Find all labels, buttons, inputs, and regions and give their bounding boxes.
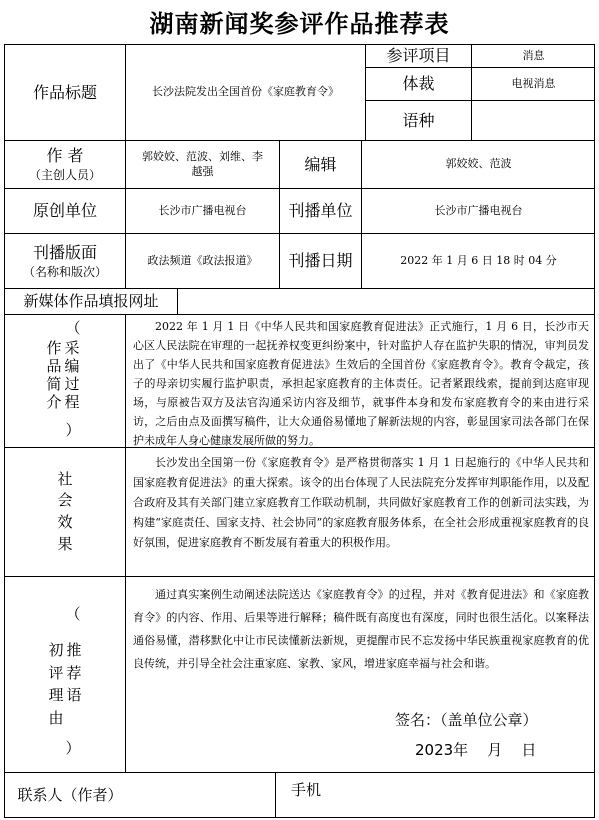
phone-label: 手机 [291, 781, 322, 799]
table-rule [275, 772, 276, 818]
process-label-col1: 作品简介 [46, 339, 62, 411]
publish-section-value: 政法频道《政法报道》 [147, 253, 258, 267]
process-label [5, 315, 125, 447]
author-sublabel: （主创人员） [28, 168, 101, 182]
effect-text: 长沙发出全国第一份《家庭教育令》是严格贯彻落实 1 月 1 日起施行的《中华人民共和国家庭教育促进法》的重大探索。该令的出台体现了人民法院充分发挥审判职能作用，以及配合政府及其有关部门建立家庭教育工作联动机制，共同做好家庭教育工作的创新司法实践，为构建“家庭责任、国家支持、社会协同”的家庭教育服务体系，在全社会形成重视家庭教育的良好氛围，促进家庭教育不断发展有着重大的积极作用。 [133, 456, 589, 549]
new-media-url-value [178, 289, 595, 314]
new-media-url-label: 新媒体作品填报网址 [23, 292, 159, 311]
publish-section-label-cell [5, 234, 125, 288]
origin-unit-label: 原创单位 [32, 201, 97, 220]
paren-open: （ [65, 319, 81, 337]
language-value [472, 101, 595, 140]
review-label-col1: 初评理由 [48, 641, 64, 727]
paren-close: ） [65, 739, 81, 757]
form-title: 湖南新闻奖参评作品推荐表 [149, 9, 450, 38]
language-label: 语种 [402, 110, 435, 130]
editor-value: 郭姣姣、范波 [445, 157, 512, 171]
author-names: 郭姣姣、范波、刘维、李越强 [142, 149, 263, 178]
sign-date: 2023年 月 日 [415, 741, 537, 759]
publish-date-label: 刊播日期 [288, 251, 353, 270]
contact-label: 联系人（作者） [17, 786, 123, 805]
author-label-cell [5, 141, 125, 188]
work-title-value: 长沙法院发出全国首份《家庭教育令》 [152, 85, 339, 99]
author-label: 作 者 [46, 146, 84, 165]
recommendation-table [4, 44, 595, 818]
paren-open: （ [65, 605, 81, 623]
publish-unit-label: 刊播单位 [288, 201, 353, 220]
review-label [5, 577, 125, 772]
table-rule [125, 314, 126, 772]
entry-item-label: 参评项目 [386, 46, 451, 65]
publish-section-label: 刊播版面 [32, 242, 97, 262]
publish-unit-value: 长沙市广播电视台 [434, 203, 523, 217]
entry-item-value: 消息 [522, 48, 545, 62]
contact-value [135, 773, 275, 818]
origin-unit-value: 长沙市广播电视台 [158, 203, 247, 217]
review-text: 通过真实案例生动阐述法院送达《家庭教育令》的过程，并对《教育促进法》和《家庭教育令》的内容、作用、后果等进行解释；稿件既有高度也有深度，同时也很生活化。以案释法通俗易懂，潜移默化中让市民读懂新法新规，更提醒市民不忘发扬中华民族重视家庭教育的优良传统，并引导全社会注重家庭、家教、家风，增进家庭幸福与社会和谐。 [133, 588, 589, 670]
genre-value: 电视消息 [511, 76, 556, 90]
genre-label: 体裁 [402, 74, 435, 93]
work-title-label: 作品标题 [32, 82, 97, 102]
effect-label-text: 社会效果 [57, 469, 73, 553]
phone-value [335, 773, 595, 818]
process-label-col2: 采编过程 [64, 339, 80, 411]
author-value [126, 141, 279, 188]
effect-label [5, 448, 125, 576]
paren-close: ） [65, 421, 81, 439]
review-label-col2: 推荐语 [66, 641, 82, 704]
publish-date-value: 2022 年 1 月 6 日 18 时 04 分 [400, 253, 557, 267]
editor-label: 编辑 [304, 154, 337, 174]
process-text: 2022 年 1 月 1 日《中华人民共和国家庭教育促进法》正式施行，1 月 6 日，长沙市天心区人民法院在审理的一起抚养权变更纠纷案中，针对监护人存在监护失职的情况，审判员发出了《中华人民共和国家庭教育促进法》生效后的全国首份《家庭教育令》。教育令裁定，孩子的母亲切实履行监护职责，承担起家庭教育的主体责任。记者紧跟线索，提前到达庭审现场，与原被告双方及法官沟通采访内容及细节，就事件本身和发布家庭教育令的来由进行采访，之后由点及面撰写稿件，让大众通俗易懂地了解新法规的内容，彰显国家司法各部门在保护未成年人身心健康发展所做的努力。 [133, 320, 589, 447]
publish-section-sublabel: （名称和版次） [22, 264, 107, 279]
signature-line: 签名：（盖单位公章） [395, 711, 538, 729]
